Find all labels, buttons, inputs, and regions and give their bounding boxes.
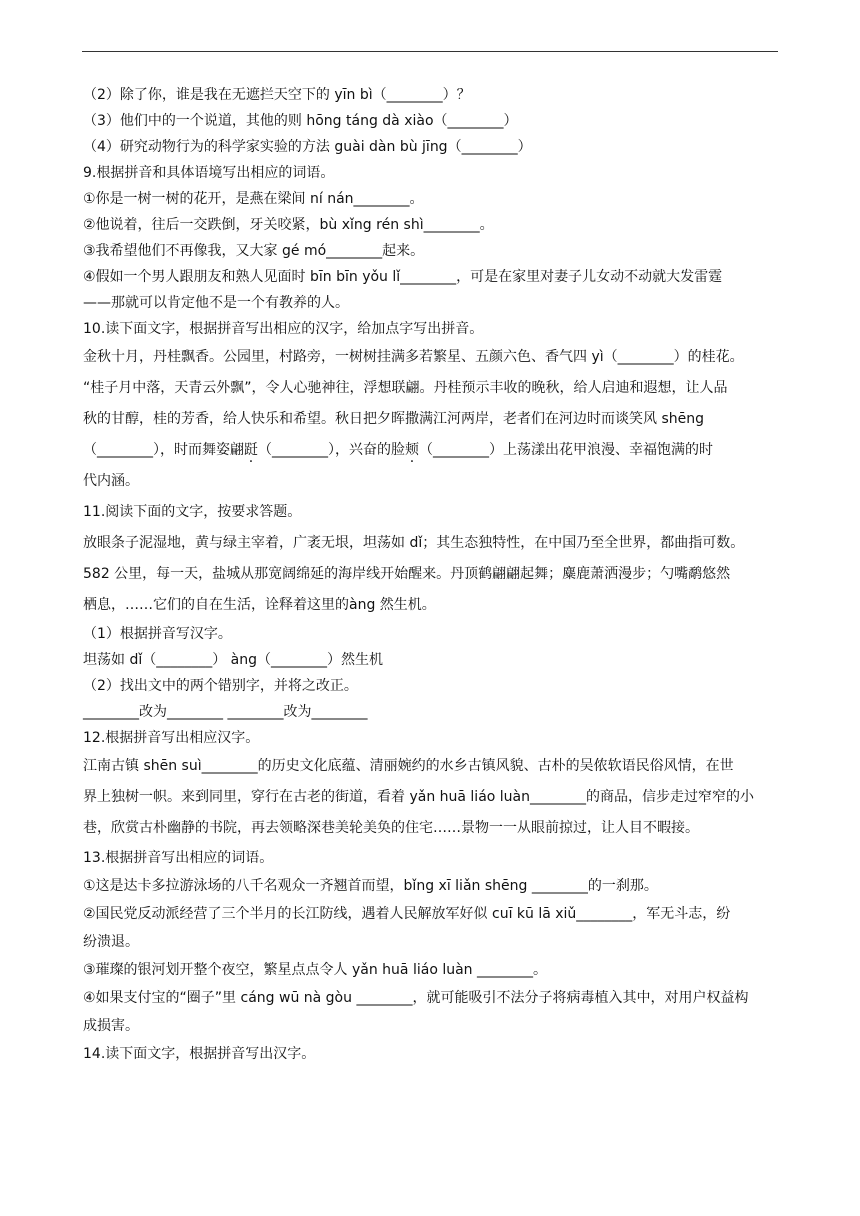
q10-line4-part-c: （________），兴奋的脸 — [258, 442, 405, 458]
q8-item-3: （3）他们中的一个说道，其他的则 hōng táng dà xiào（________） — [83, 113, 518, 129]
q11-sub-1-answers: 坦荡如 dǐ（________） àng（________）然生机 — [83, 652, 384, 668]
q12-heading: 12.根据拼音写出相应汉字。 — [83, 730, 260, 746]
q13-item-1: ①这是达卡多拉游泳场的八千名观众一齐翘首而望，bǐng xī liǎn shēng ________的一刹那。 — [83, 878, 658, 894]
q13-item-2-line-1: ②国民党反动派经营了三个半月的长江防线，遇着人民解放军好似 cuī kū lā xiǔ________，军无斗志，纷 — [83, 906, 731, 922]
q9-item-1: ①你是一树一树的花开，是燕在梁间 ní nán________。 — [83, 191, 424, 207]
q9-item-4-line-2: ——那就可以肯定他不是一个有教养的人。 — [83, 295, 349, 311]
q14-heading: 14.读下面文字，根据拼音写出汉字。 — [83, 1046, 316, 1062]
q10-passage-line-4 — [83, 435, 783, 466]
q11-sub-2-answers: ________改为________ ________改为________ — [83, 704, 368, 720]
dotted-char-xian: 跹 — [244, 442, 258, 458]
q10-passage-line-3: 秋的甘醇，桂的芳香，给人快乐和希望。秋日把夕晖撒满江河两岸，老者们在河边时而谈笑风 shēng — [83, 411, 704, 427]
q10-line4-part-a: （________），时而舞姿翩 — [83, 442, 244, 458]
q9-item-2: ②他说着，往后一交跌倒，牙关咬紧，bù xǐng rén shì________。 — [83, 217, 494, 233]
q13-heading: 13.根据拼音写出相应的词语。 — [83, 850, 274, 866]
q11-sub-2: （2）找出文中的两个错别字，并将之改正。 — [83, 678, 358, 694]
q9-item-4-line-1: ④假如一个男人跟朋友和熟人见面时 bīn bīn yǒu lǐ________，可是在家里对妻子儿女动不动就大发雷霆 — [83, 269, 723, 285]
q11-passage-line-3: 栖息，……它们的自在生活，诠释着这里的àng 然生机。 — [83, 597, 436, 613]
q10-passage-line-2: “桂子月中落，天青云外飘”，令人心驰神往，浮想联翩。丹桂预示丰收的晚秋，给人启迪和遐想，让人品 — [83, 380, 728, 396]
q10-passage-line-1: 金秋十月，丹桂飘香。公园里，村路旁，一树树挂满多若繁星、五颜六色、香气四 yì（________）的桂花。 — [83, 349, 744, 365]
document-body — [83, 82, 783, 1068]
q11-passage-line-1: 放眼条子泥湿地，黄与绿主宰着，广袤无垠，坦荡如 dǐ；其生态独特性，在中国乃至全世界，都曲指可数。 — [83, 535, 745, 551]
q11-heading: 11.阅读下面的文字，按要求答题。 — [83, 504, 302, 520]
q10-line4-part-e: （________）上荡漾出花甲浪漫、幸福饱满的时 — [419, 442, 713, 458]
q13-item-4-line-1: ④如果支付宝的“圈子”里 cáng wū nà gòu ________，就可能吸引不法分子将病毒植入其中，对用户权益构 — [83, 990, 749, 1006]
q13-item-4-line-2: 成损害。 — [83, 1018, 139, 1034]
q8-item-2: （2）除了你，谁是我在无遮拦天空下的 yīn bì（________）？ — [83, 87, 471, 103]
q12-passage-line-2: 界上独树一帜。来到同里，穿行在古老的街道，看着 yǎn huā liáo luàn________的商品，信步走过窄窄的小 — [83, 789, 754, 805]
q8-item-4: （4）研究动物行为的科学家实验的方法 guài dàn bù jīng（________） — [83, 139, 532, 155]
q9-heading: 9.根据拼音和具体语境写出相应的词语。 — [83, 165, 335, 181]
q11-passage-line-2: 582 公里，每一天，盐城从那宽阔绵延的海岸线开始醒来。丹顶鹤翩翩起舞；麋鹿萧洒漫步；勺嘴鹬悠然 — [83, 566, 731, 582]
header-rule — [82, 51, 778, 52]
q10-heading: 10.读下面文字，根据拼音写出相应的汉字，给加点字写出拼音。 — [83, 321, 484, 337]
q13-item-3: ③璀璨的银河划开整个夜空，繁星点点令人 yǎn huā liáo luàn ________。 — [83, 962, 548, 978]
q12-passage-line-3: 巷，欣赏古朴幽静的书院，再去领略深巷美轮美奂的住宅……景物一一从眼前掠过，让人目不暇接。 — [83, 820, 699, 836]
q9-item-3: ③我希望他们不再像我，又大家 gé mó________起来。 — [83, 243, 425, 259]
q12-passage-line-1: 江南古镇 shēn suì________的历史文化底蕴、清丽婉约的水乡古镇风貌、古朴的吴侬软语民俗风情，在世 — [83, 758, 734, 774]
q11-sub-1: （1）根据拼音写汉字。 — [83, 626, 232, 642]
q10-passage-line-5: 代内涵。 — [83, 473, 139, 489]
q13-item-2-line-2: 纷溃退。 — [83, 934, 139, 950]
dotted-char-jia: 颊 — [405, 442, 419, 458]
